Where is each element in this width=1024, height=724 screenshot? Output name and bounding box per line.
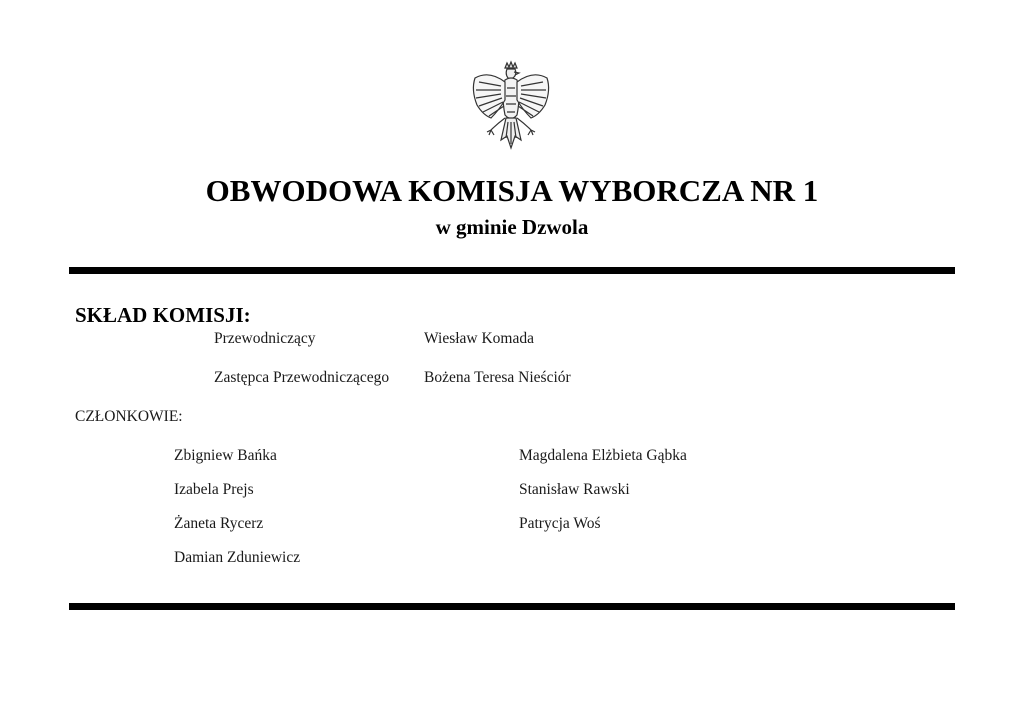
member-right-2: Stanisław Rawski (519, 481, 630, 498)
committee-subtitle: w gminie Dzwola (435, 215, 589, 239)
member-left-3: Żaneta Rycerz (174, 515, 264, 532)
member-left-2: Izabela Prejs (174, 481, 254, 498)
composition-heading: SKŁAD KOMISJI: (75, 303, 251, 327)
member-left-1: Zbigniew Bańka (174, 447, 277, 464)
committee-title: OBWODOWA KOMISJA WYBORCZA NR 1 (205, 173, 819, 208)
member-left-4: Damian Zduniewicz (174, 549, 301, 566)
member-right-3: Patrycja Woś (519, 515, 601, 532)
officer-name-deputy: Bożena Teresa Nieściór (424, 369, 571, 386)
bottom-divider (69, 603, 955, 610)
polish-eagle-emblem-icon (461, 60, 561, 160)
officer-role-chair: Przewodniczący (214, 330, 316, 347)
members-heading: CZŁONKOWIE: (75, 408, 183, 425)
member-right-1: Magdalena Elżbieta Gąbka (519, 447, 687, 464)
officer-role-deputy: Zastępca Przewodniczącego (214, 369, 390, 386)
officer-name-chair: Wiesław Komada (424, 330, 534, 347)
top-divider (69, 267, 955, 274)
